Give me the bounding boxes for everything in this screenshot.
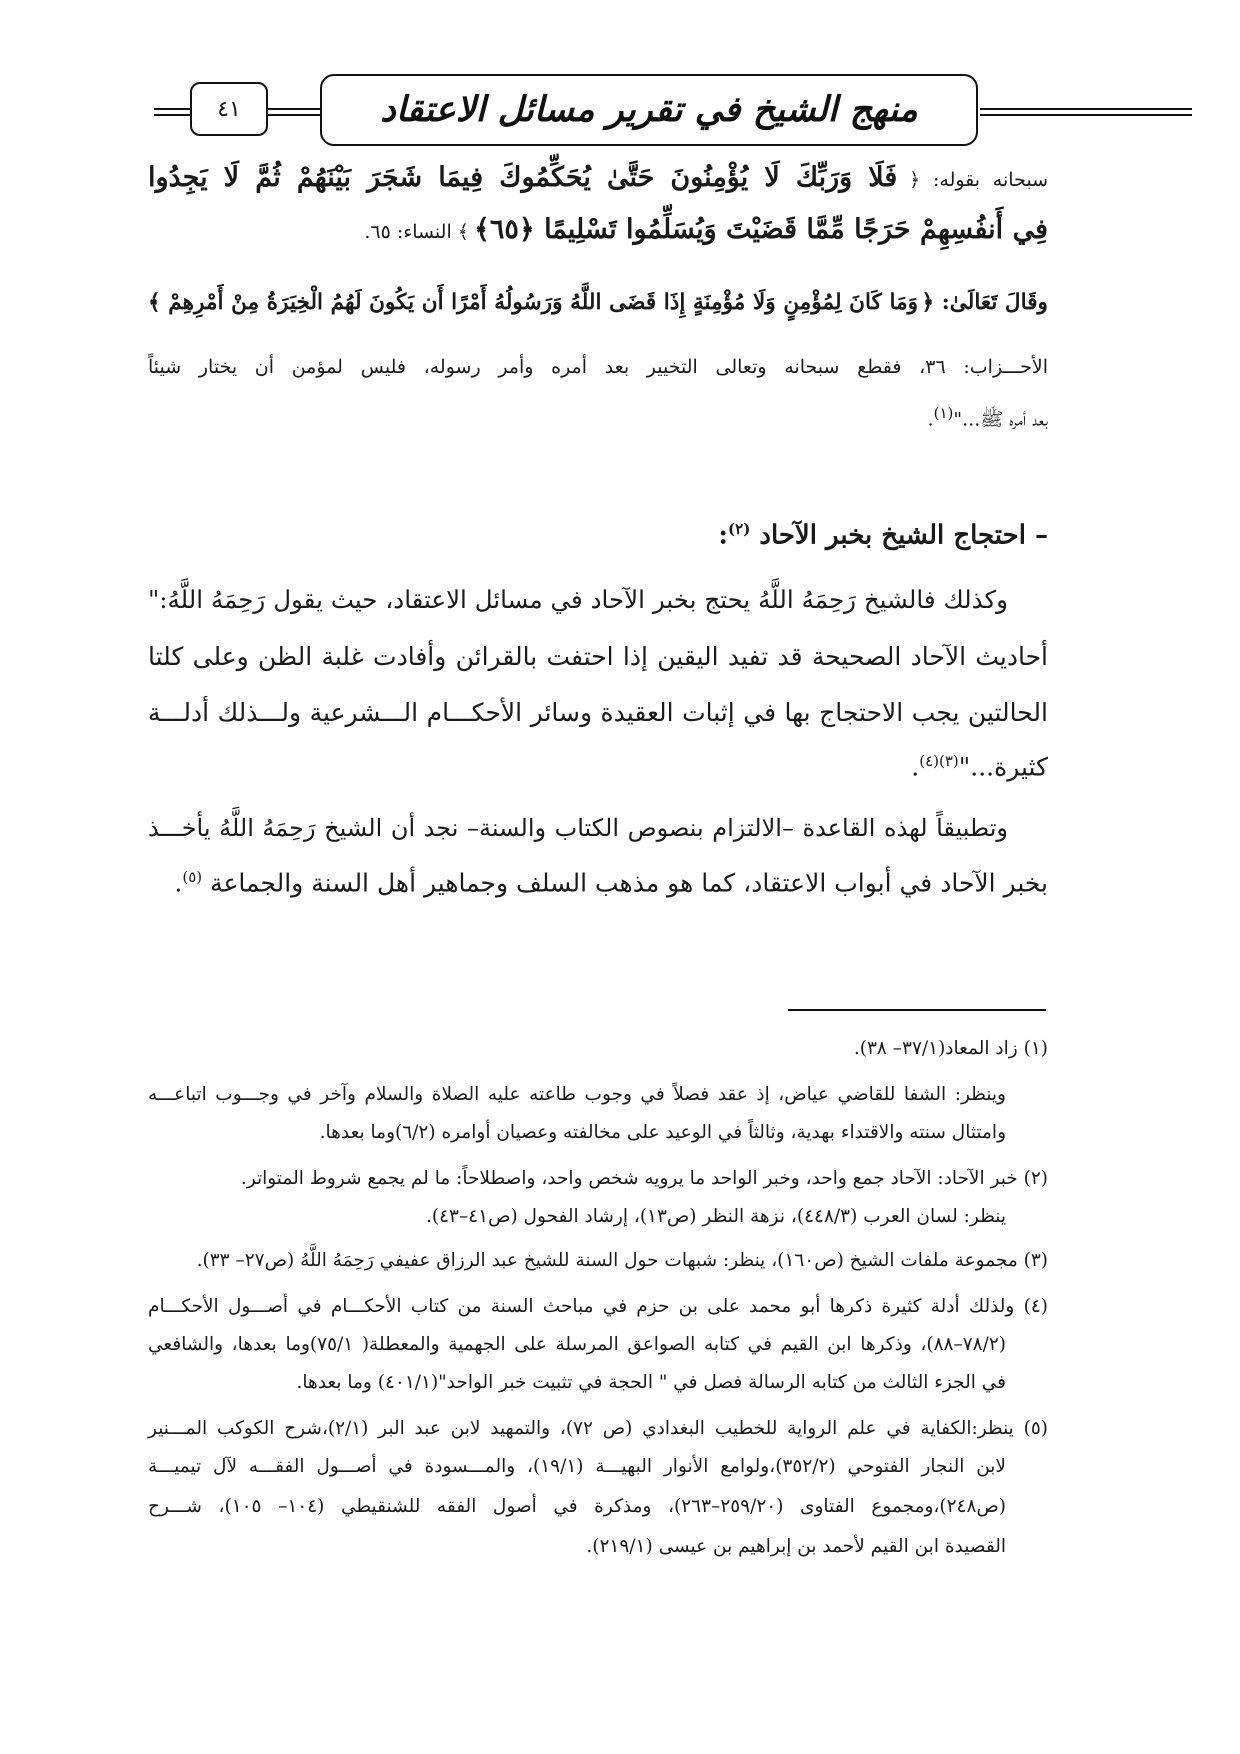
- footnote-4-line-3: في الجزء الثالث من كتابه الرسالة فصل في " الحجة في تثبيت خبر الواحد"(٤٠١/١) وما بعدها.: [296, 1372, 1006, 1393]
- header-rule-middle: [268, 108, 320, 116]
- footnote-2-line-2: ينظر: لسان العرب (٤٤٨/٣)، نزهة النظر (ص١٣)، إرشاد الفحول (ص٤١–٤٣).: [425, 1206, 1006, 1227]
- footnote-marker: (٣)(٤): [919, 752, 959, 770]
- footnote-5-line-4: القصيدة ابن القيم لأحمد بن إبراهيم بن عيسى (٢١٩/١).: [586, 1536, 1006, 1557]
- section-heading-text: – احتجاج الشيخ بخبر الآحاد: [759, 520, 1048, 551]
- paragraph-2-line-2: [148, 868, 1048, 898]
- paragraph-text: كثيرة...": [958, 752, 1048, 782]
- verse-reference: ﴾ النساء: ٦٥.: [364, 221, 469, 243]
- section-heading: [718, 520, 1048, 551]
- paragraph-2-line-1: وتطبيقاً لهذه القاعدة –الالتزام بنصوص الكتاب والسنة– نجد أن الشيخ رَحِمَهُ اللَّهُ يأخـــذ: [148, 814, 1008, 842]
- paragraph-1-line-4: [148, 752, 1048, 782]
- quote-intro: سبحانه بقوله: ﴿: [909, 169, 1048, 191]
- page-number-box: [190, 82, 268, 136]
- verse-intro: وقَالَ تَعَالَىٰ: ﴿: [921, 290, 1048, 315]
- page-number: ٤١: [217, 96, 241, 122]
- quote-line-5: [148, 404, 1048, 435]
- quote-end-text: بعد أمره ﷺ...": [953, 408, 1048, 431]
- paragraph-1-line-1: وكذلك فالشيخ رَحِمَهُ اللَّهُ يحتج بخبر الآحاد في مسائل الاعتقاد، حيث يقول رَحِمَهُ اللَّهُ:": [148, 585, 1008, 614]
- paragraph-text: بخبر الآحاد في أبواب الاعتقاد، كما هو مذهب السلف وجماهير أهل السنة والجماعة: [210, 868, 1048, 898]
- footnote-3: (٣) مجموعة ملفات الشيخ (ص١٦٠)، ينظر: شبهات حول السنة للشيخ عبد الرزاق عفيفي رَحِمَهُ اللَّهُ (ص٢٧– ٣٣).: [196, 1250, 1048, 1271]
- paragraph-punct: .: [174, 868, 183, 898]
- paragraph-punct: .: [911, 752, 920, 782]
- footnote-1-line-3: وامتثال سنته والاقتداء بهدية، وثالثاً في الوعيد على مخالفته وعصيان أوامره (٦/٢)وما بعدها.: [319, 1122, 1006, 1143]
- footnote-5: (٥) ينظر:الكفاية في علم الرواية للخطيب البغدادي (ص ٧٢)، والتمهيد لابن عبد البر (٢/١)،شرح الكوكب المـــنير: [148, 1418, 1048, 1439]
- footnote-separator: [788, 1009, 1046, 1011]
- paragraph-1-line-3: الحالتين يجب الاحتجاج بها في إثبات العقيدة وسائر الأحكـــام الـــشرعية ولـــذلك أدلـــة: [148, 698, 1048, 727]
- header-rule-right: [980, 108, 1192, 116]
- footnote-4: (٤) ولذلك أدلة كثيرة ذكرها أبو محمد على بن حزم في مباحث السنة من كتاب الأحكـــام في أصـــول الأحكـــام: [148, 1296, 1048, 1317]
- verse-text: فَلَا وَرَبِّكَ لَا يُؤْمِنُونَ حَتَّىٰ يُحَكِّمُوكَ فِيمَا شَجَرَ بَيْنَهُمْ ثُمَّ لَا يَجِدُوا: [148, 162, 898, 193]
- footnote-1-line-2: وينظر: الشفا للقاضي عياض، إذ عقد فصلاً في وجوب طاعته عليه الصلاة والسلام وآخر في وجـــوب اتباعـــه: [148, 1084, 1006, 1105]
- running-title-box: [320, 74, 978, 146]
- quote-line-2: [148, 214, 1048, 245]
- quote-line-3: [148, 290, 1048, 315]
- section-heading-colon: :: [718, 520, 729, 551]
- paragraph-1-line-2: أحاديث الآحاد الصحيحة قد تفيد اليقين إذا احتفت بالقرائن وأفادت غلبة الظن وعلى كلتا: [148, 642, 1048, 671]
- footnote-5-line-3: (ص٢٤٨)،ومجموع الفتاوى (٢٥٩/٢٠–٢٦٣)، ومذكرة في أصول الفقه للشنقيطي (١٠٤– ١٠٥)، شـــرح: [148, 1496, 1007, 1517]
- running-title: منهج الشيخ في تقرير مسائل الاعتقاد: [380, 90, 918, 130]
- footnote-5-line-2: لابن النجار الفتوحي (٣٥٢/٢)،ولوامع الأنوار البهيـــة (١٩/١)، والمـــسودة في أصـــول الفقـــه لآل تيميـــة: [148, 1456, 1006, 1477]
- quote-line-1: [148, 162, 1048, 193]
- verse-text: وَمَا كَانَ لِمُؤْمِنٍ وَلَا مُؤْمِنَةٍ إِذَا قَضَى اللَّهُ وَرَسُولُهُ أَمْرًا أَن يَكُونَ لَهُمُ الْخِيَرَةُ مِنْ أَمْرِهِمْ ﴾: [148, 290, 919, 315]
- footnote-2: (٢) خبر الآحاد: الآحاد جمع واحد، وخبر الواحد ما يرويه شخص واحد، واصطلاحاً: ما لم يجمع شروط المتواتر.: [240, 1168, 1048, 1189]
- footnote-marker: (١): [933, 404, 954, 422]
- header-rule-left: [154, 108, 190, 116]
- footnote-marker: (٢): [728, 520, 751, 538]
- footnote-marker: (٥): [182, 868, 203, 886]
- quote-line-4: الأحـــزاب: ٣٦، فقطع سبحانه وتعالى التخيير بعد أمره وأمر رسوله، فليس لمؤمن أن يختار شيئاً: [148, 356, 1048, 378]
- page-header: [0, 72, 1240, 152]
- quote-end-punct: .: [927, 408, 934, 431]
- footnote-4-line-2: (٧٨/٢–٨٨)، وذكرها ابن القيم في كتابه الصواعق المرسلة على الجهمية والمعطلة( ٧٥/١)وما بعدها، والشافعي: [148, 1334, 1006, 1355]
- verse-text: فِي أَنفُسِهِمْ حَرَجًا مِّمَّا قَضَيْتَ وَيُسَلِّمُوا تَسْلِيمًا ﴿٦٥﴾: [474, 214, 1048, 245]
- footnote-1: (١) زاد المعاد(٣٧/١– ٣٨).: [853, 1038, 1048, 1059]
